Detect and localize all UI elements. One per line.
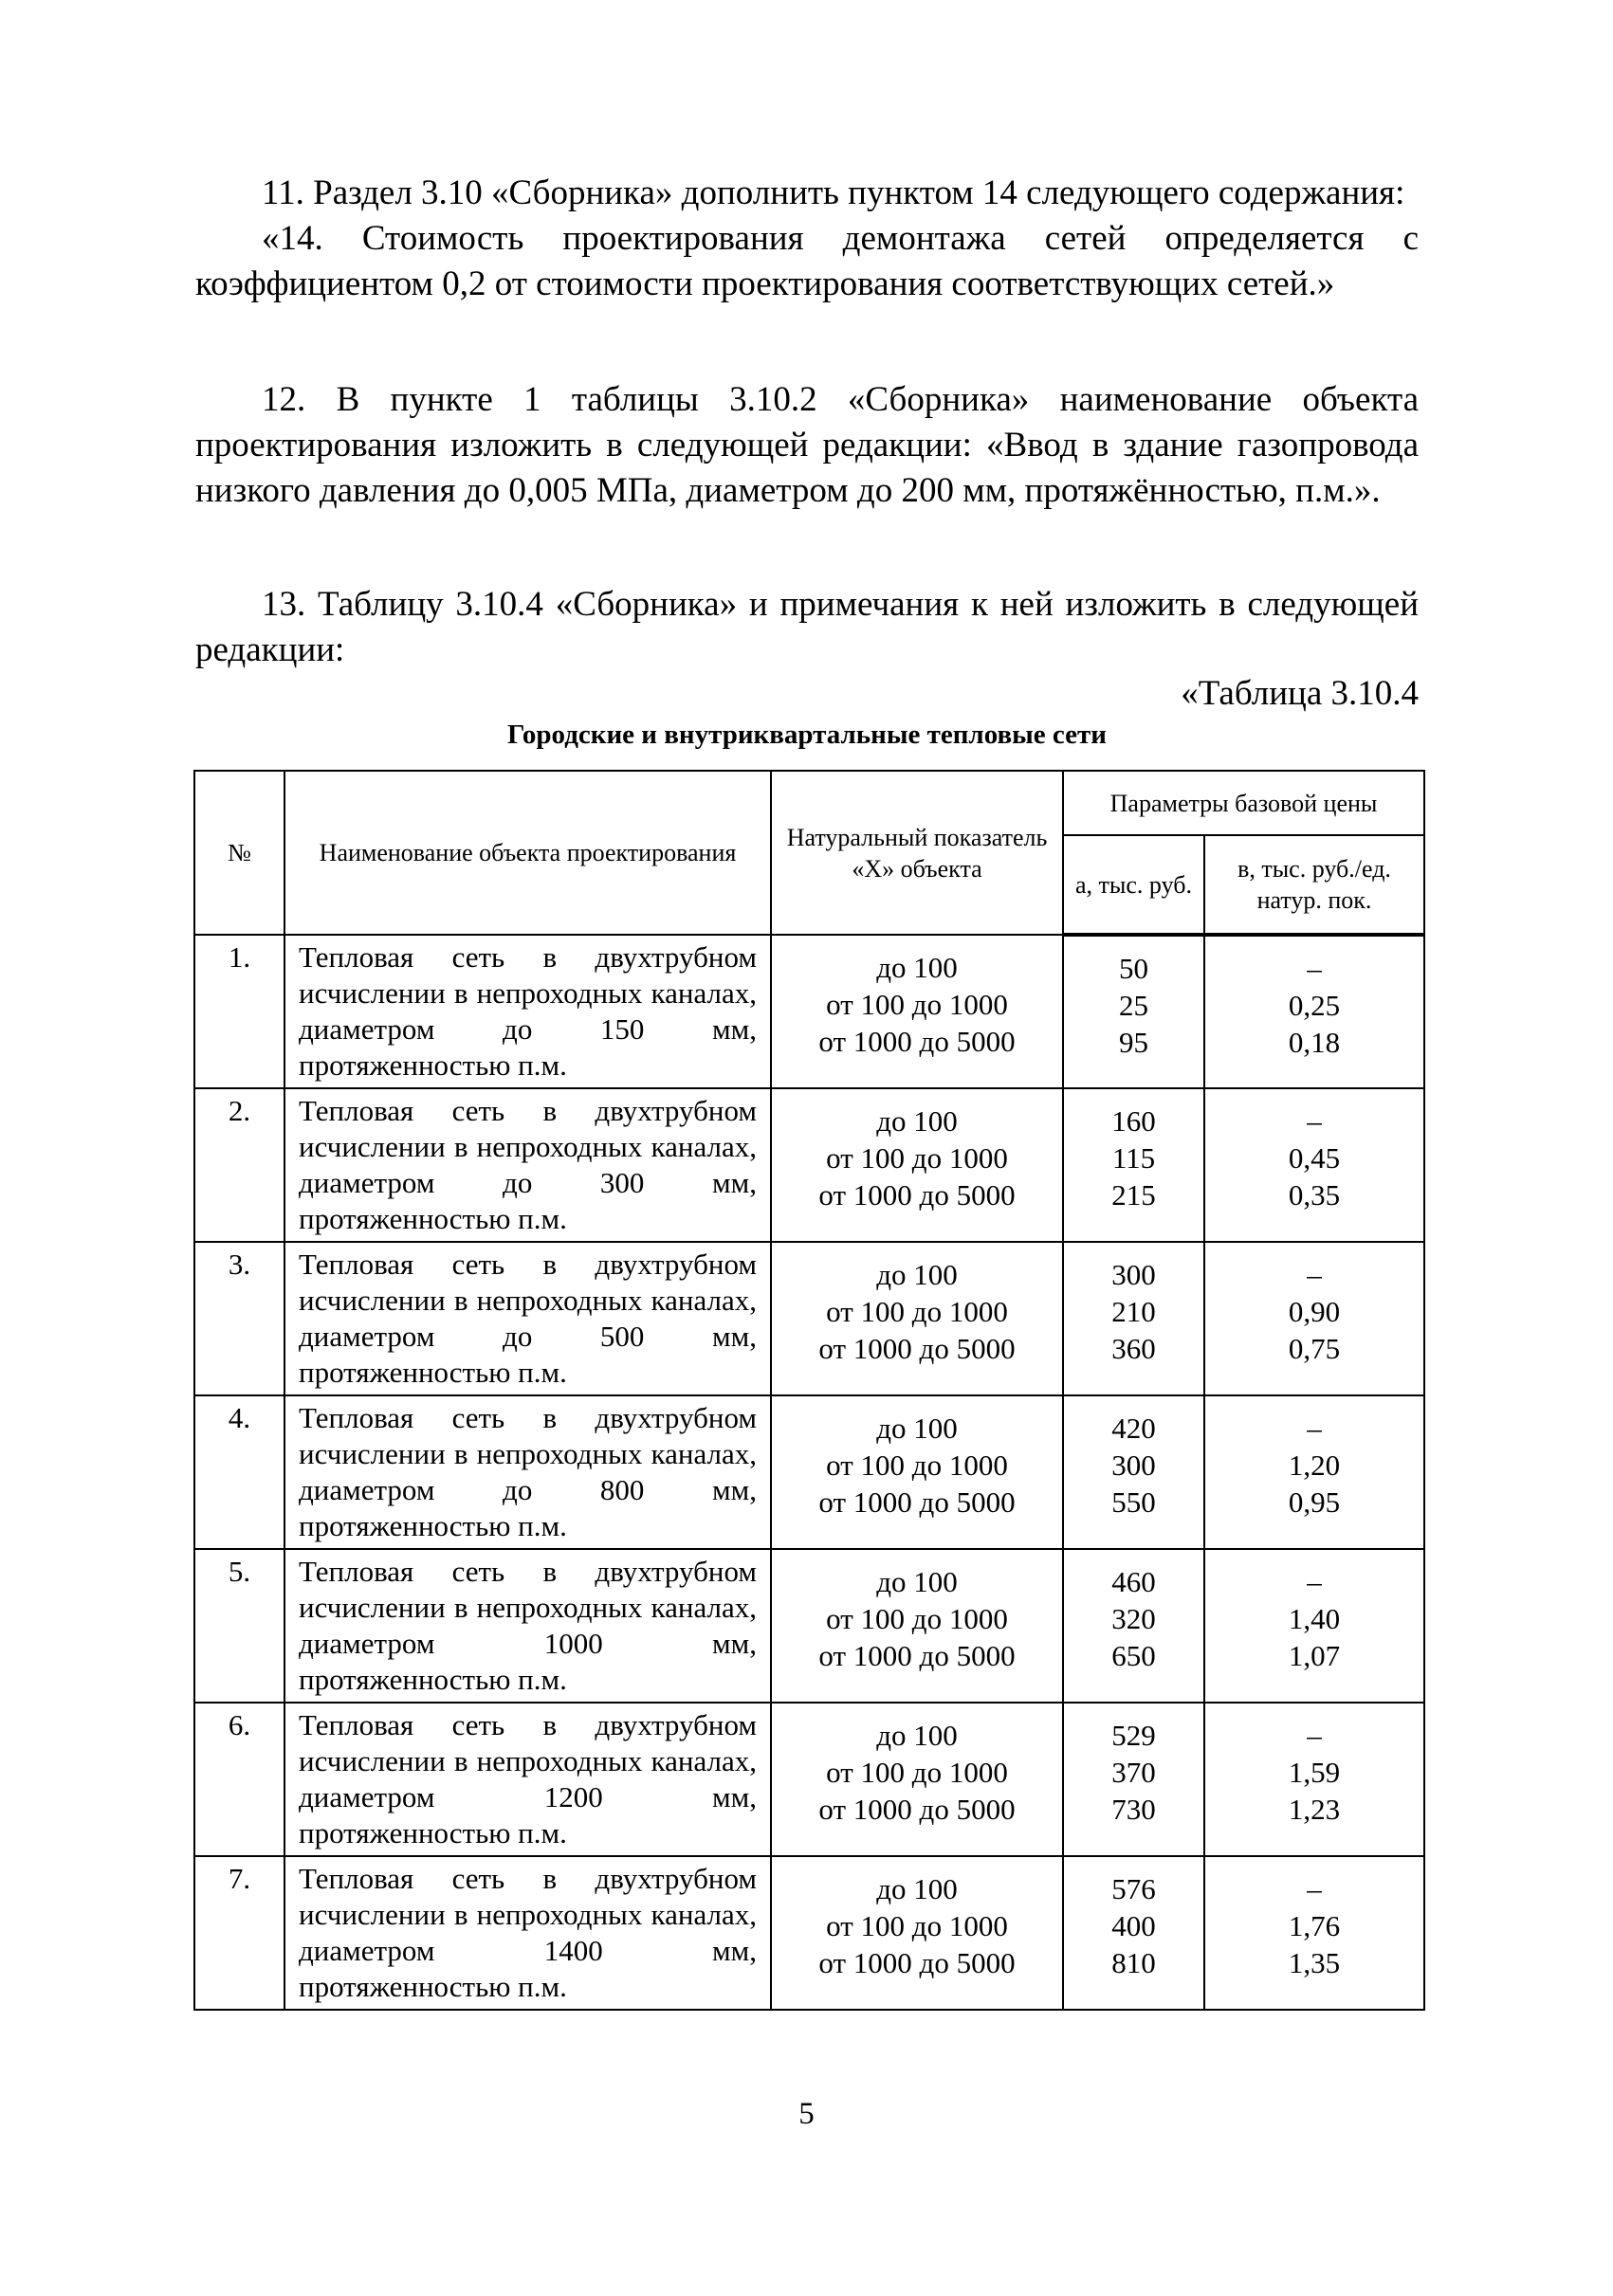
param-b-value: – [1307, 952, 1322, 985]
indicator-range: от 1000 до 5000 [818, 1485, 1016, 1519]
indicator-range-cell [771, 935, 1063, 1088]
row-number: 3. [194, 1242, 284, 1395]
row-number: 7. [194, 1856, 284, 2010]
param-a-value: 400 [1111, 1909, 1156, 1942]
table-row [194, 1856, 1424, 2010]
param-b-value: 1,07 [1288, 1639, 1341, 1672]
table-body [194, 935, 1424, 2010]
indicator-range: от 100 до 1000 [826, 1756, 1008, 1789]
object-name: Тепловая сеть в двухтрубном исчислении в непроходных каналах, диаметром до 300 мм, протяженностью п.м. [284, 1088, 771, 1242]
row-number: 2. [194, 1088, 284, 1242]
param-b-value: 1,20 [1288, 1449, 1341, 1482]
indicator-range-cell [771, 1088, 1063, 1242]
indicator-range: от 100 до 1000 [826, 1909, 1008, 1942]
param-a-value: 160 [1111, 1104, 1156, 1138]
param-b-value: – [1307, 1258, 1322, 1291]
param-a-value: 210 [1111, 1295, 1156, 1328]
param-a-value: 370 [1111, 1756, 1156, 1789]
param-a-value: 420 [1111, 1412, 1156, 1445]
indicator-range-cell [771, 1395, 1063, 1549]
param-b-value: – [1307, 1565, 1322, 1598]
price-table [193, 770, 1425, 2011]
param-b-value-cell [1204, 935, 1424, 1088]
header-name: Наименование объекта проектирования [284, 771, 771, 935]
indicator-range: от 100 до 1000 [826, 1141, 1008, 1175]
param-b-value: 0,25 [1288, 989, 1341, 1022]
param-b-value: 0,90 [1288, 1295, 1341, 1328]
indicator-range: от 100 до 1000 [826, 1602, 1008, 1635]
header-params: Параметры базовой цены [1063, 771, 1424, 835]
header-a: а, тыс. руб. [1063, 835, 1204, 935]
param-b-value: – [1307, 1104, 1322, 1138]
param-b-value: – [1307, 1412, 1322, 1445]
param-b-value: – [1307, 1872, 1322, 1905]
table-label: «Таблица 3.10.4 [1181, 674, 1419, 713]
header-b: в, тыс. руб./ед. натур. пок. [1204, 835, 1424, 935]
param-b-value: 0,95 [1288, 1485, 1341, 1519]
param-b-value: 1,35 [1288, 1946, 1341, 1979]
param-a-value: 300 [1111, 1258, 1156, 1291]
param-a-value: 115 [1111, 1141, 1156, 1175]
table-row [194, 1395, 1424, 1549]
param-a-value-cell [1063, 1549, 1204, 1703]
indicator-range-cell [771, 1549, 1063, 1703]
param-a-value: 300 [1111, 1449, 1156, 1482]
indicator-range: до 100 [876, 1412, 958, 1445]
param-a-value: 460 [1111, 1565, 1156, 1598]
param-b-value-cell [1204, 1549, 1424, 1703]
indicator-range: от 1000 до 5000 [818, 1178, 1016, 1212]
row-number: 1. [194, 935, 284, 1088]
param-a-value: 25 [1119, 989, 1148, 1022]
row-number: 5. [194, 1549, 284, 1703]
indicator-range: от 1000 до 5000 [818, 1332, 1016, 1365]
indicator-range-cell [771, 1856, 1063, 2010]
param-a-value: 215 [1111, 1178, 1156, 1212]
param-a-value-cell [1063, 1856, 1204, 2010]
param-b-value: 1,23 [1288, 1793, 1341, 1826]
item-12-text: 12. В пункте 1 таблицы 3.10.2 «Сборника» наименование объекта проектирования изложить в следующей редакции: «Ввод в здание газопровода низкого давления до 0,005 МПа, диаметром до 200 мм, протяжённостью, п.м.». [195, 380, 1419, 510]
param-a-value-cell [1063, 1703, 1204, 1856]
indicator-range: до 100 [876, 1719, 958, 1752]
param-a-value: 810 [1111, 1946, 1156, 1979]
param-b-value-cell [1204, 1395, 1424, 1549]
table-row [194, 1088, 1424, 1242]
indicator-range: от 1000 до 5000 [818, 1639, 1016, 1672]
indicator-range: до 100 [876, 951, 958, 984]
header-indicator: Натуральный показатель «Х» объекта [771, 771, 1063, 935]
indicator-range: до 100 [876, 1258, 958, 1291]
param-a-value: 550 [1111, 1485, 1156, 1519]
indicator-range: до 100 [876, 1104, 958, 1138]
param-a-value: 730 [1111, 1793, 1156, 1826]
param-b-value: 0,45 [1288, 1141, 1341, 1175]
param-b-value: 0,18 [1288, 1026, 1341, 1059]
param-b-value: – [1307, 1719, 1322, 1752]
indicator-range: от 100 до 1000 [826, 1449, 1008, 1482]
indicator-range: от 1000 до 5000 [818, 1025, 1016, 1058]
param-a-value-cell [1063, 1242, 1204, 1395]
param-a-value: 50 [1119, 952, 1148, 985]
param-b-value-cell [1204, 1703, 1424, 1856]
object-name: Тепловая сеть в двухтрубном исчислении в непроходных каналах, диаметром 1200 мм, протяженностью п.м. [284, 1703, 771, 1856]
object-name: Тепловая сеть в двухтрубном исчислении в непроходных каналах, диаметром до 500 мм, протяженностью п.м. [284, 1242, 771, 1395]
param-a-value-cell [1063, 1088, 1204, 1242]
param-a-value: 95 [1119, 1026, 1148, 1059]
param-a-value: 529 [1111, 1719, 1156, 1752]
param-b-value: 0,35 [1288, 1178, 1341, 1212]
indicator-range: до 100 [876, 1872, 958, 1905]
param-b-value-cell [1204, 1242, 1424, 1395]
param-b-value: 1,40 [1288, 1602, 1341, 1635]
param-a-value-cell [1063, 935, 1204, 1088]
indicator-range: от 100 до 1000 [826, 1295, 1008, 1328]
param-b-value-cell [1204, 1088, 1424, 1242]
param-a-value: 576 [1111, 1872, 1156, 1905]
object-name: Тепловая сеть в двухтрубном исчислении в непроходных каналах, диаметром 1000 мм, протяженностью п.м. [284, 1549, 771, 1703]
table-row [194, 1703, 1424, 1856]
row-number: 6. [194, 1703, 284, 1856]
page-number: 5 [798, 2097, 815, 2131]
item-12 [195, 377, 1419, 514]
table-row [194, 1549, 1424, 1703]
param-b-value-cell [1204, 1856, 1424, 2010]
item-11 [195, 171, 1419, 307]
table-row [194, 935, 1424, 1088]
item-13 [195, 582, 1419, 673]
indicator-range-cell [771, 1703, 1063, 1856]
param-b-value: 1,59 [1288, 1756, 1341, 1789]
object-name: Тепловая сеть в двухтрубном исчислении в непроходных каналах, диаметром до 800 мм, протяженностью п.м. [284, 1395, 771, 1549]
param-b-value: 0,75 [1288, 1332, 1341, 1365]
param-a-value-cell [1063, 1395, 1204, 1549]
param-b-value: 1,76 [1288, 1909, 1341, 1942]
param-a-value: 320 [1111, 1602, 1156, 1635]
row-number: 4. [194, 1395, 284, 1549]
object-name: Тепловая сеть в двухтрубном исчислении в непроходных каналах, диаметром 1400 мм, протяженностью п.м. [284, 1856, 771, 2010]
param-a-value: 650 [1111, 1639, 1156, 1672]
indicator-range: до 100 [876, 1565, 958, 1598]
param-a-value: 360 [1111, 1332, 1156, 1365]
item-13-text: 13. Таблицу 3.10.4 «Сборника» и примечания к ней изложить в следующей редакции: [195, 585, 1419, 669]
indicator-range: от 100 до 1000 [826, 988, 1008, 1021]
item-11-quote: «14. Стоимость проектирования демонтажа сетей определяется с коэффициентом 0,2 от стоимости проектирования соответствующих сетей.» [195, 219, 1419, 303]
indicator-range: от 1000 до 5000 [818, 1793, 1016, 1826]
table-title: Городские и внутриквартальные тепловые сети [507, 720, 1107, 750]
table-row [194, 1242, 1424, 1395]
indicator-range-cell [771, 1242, 1063, 1395]
object-name: Тепловая сеть в двухтрубном исчислении в непроходных каналах, диаметром до 150 мм, протяженностью п.м. [284, 935, 771, 1088]
item-11-text: 11. Раздел 3.10 «Сборника» дополнить пунктом 14 следующего содержания: [262, 173, 1405, 212]
indicator-range: от 1000 до 5000 [818, 1946, 1016, 1979]
header-num: № [194, 771, 284, 935]
